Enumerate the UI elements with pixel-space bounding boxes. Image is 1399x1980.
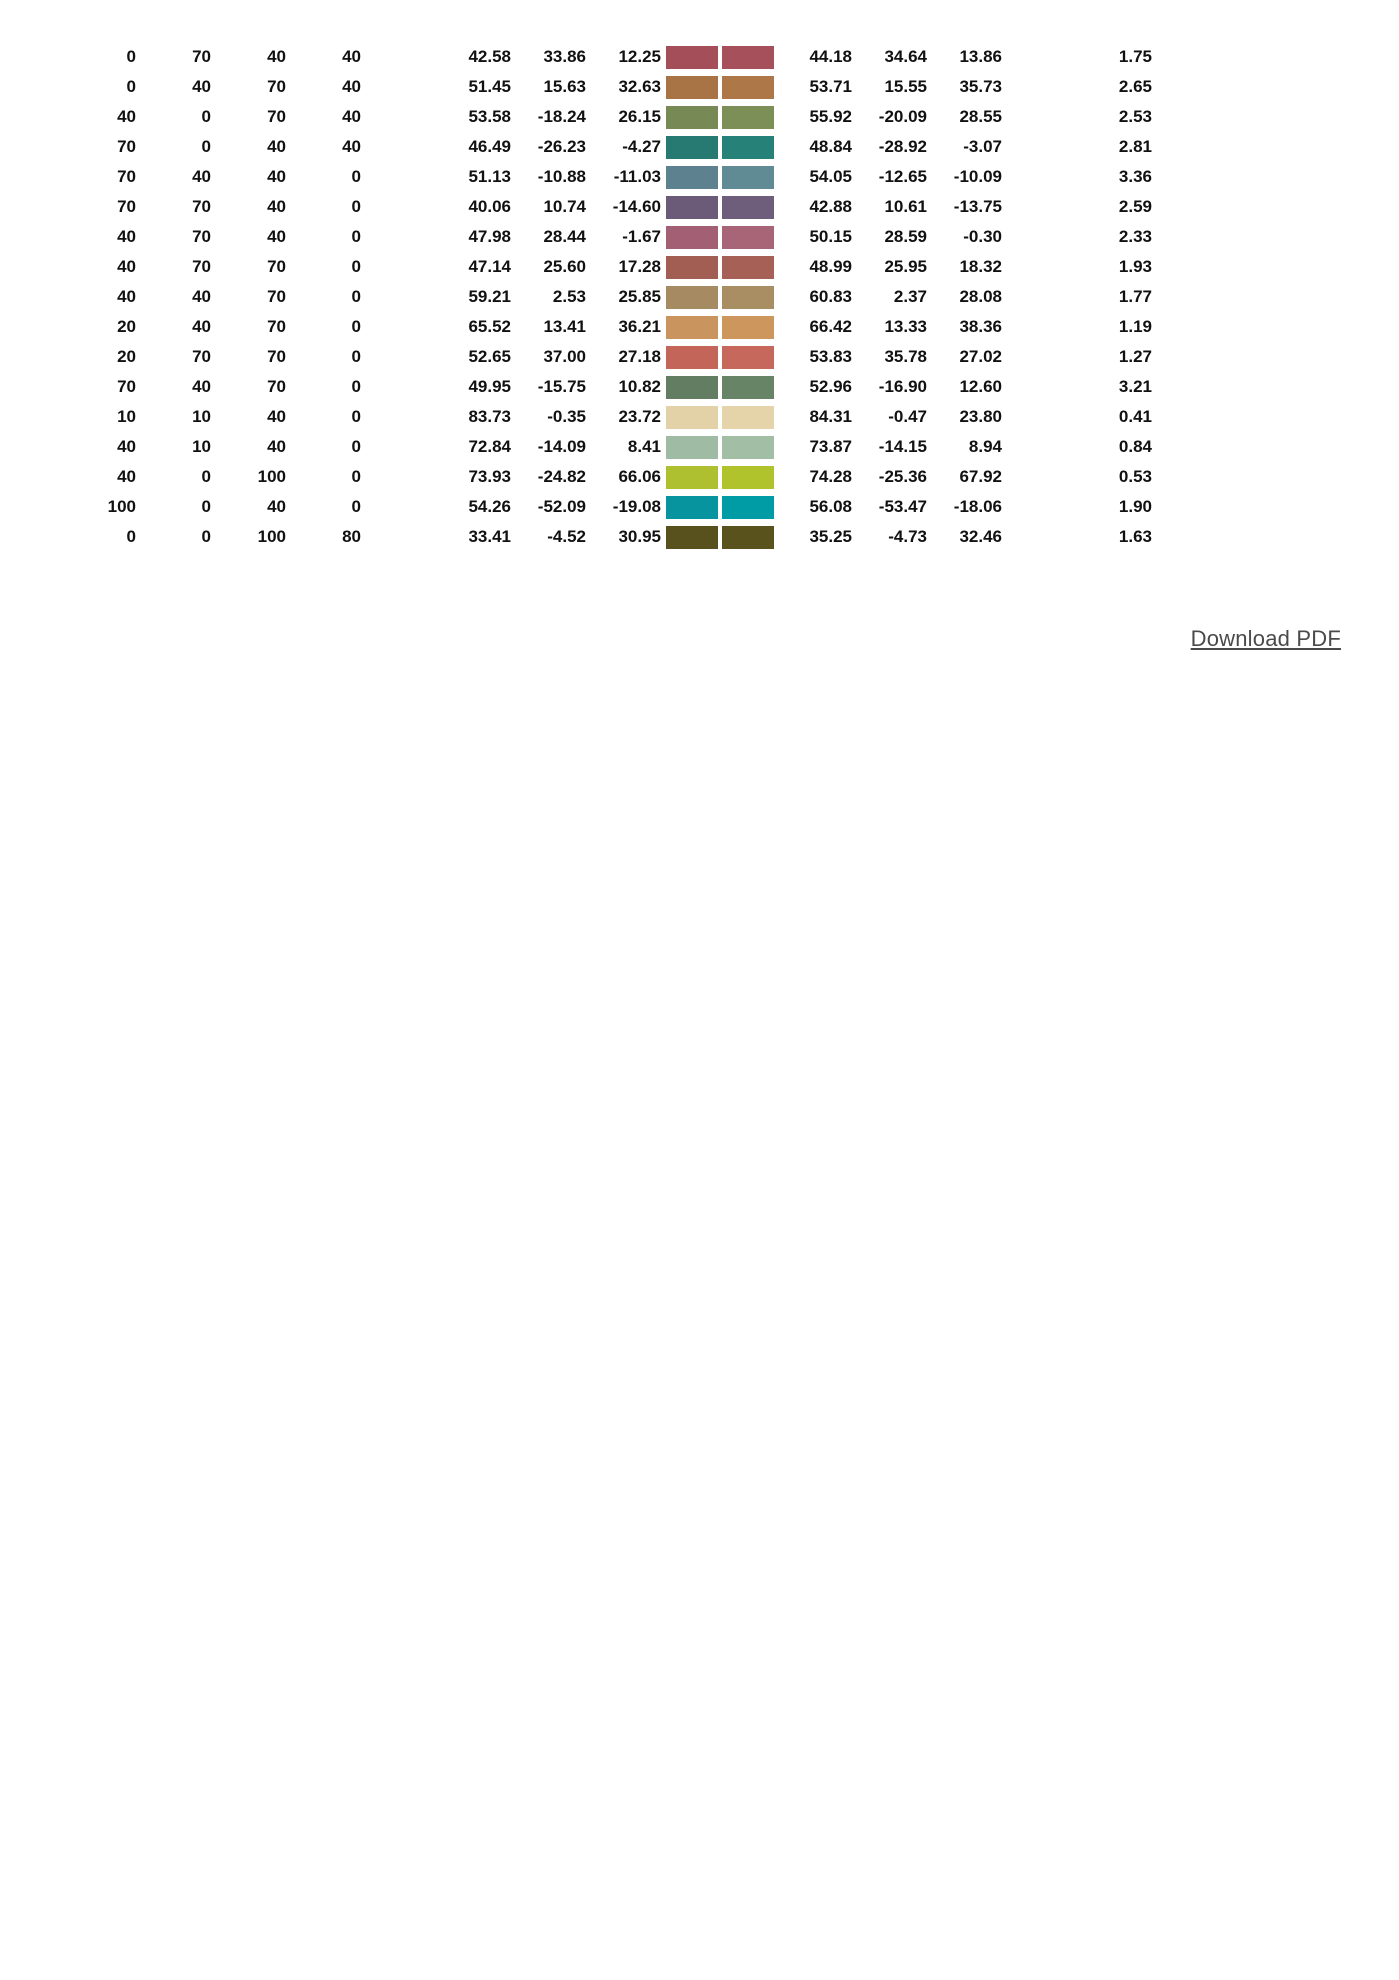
measured-swatch-cell [718, 42, 774, 72]
reference-a-value: 33.86 [543, 47, 586, 66]
black-value: 40 [342, 47, 361, 66]
table-row [92, 342, 1152, 372]
reference-b-value: 32.63 [618, 77, 661, 96]
reference-swatch-cell [661, 342, 718, 372]
measured-color-swatch [722, 136, 774, 159]
reference-swatch-cell [661, 42, 718, 72]
measured-color-swatch [722, 376, 774, 399]
reference-swatch-cell [661, 492, 718, 522]
table-row [92, 462, 1152, 492]
reference-swatch-cell [661, 192, 718, 222]
yellow-value: 40 [267, 47, 286, 66]
black-value: 0 [351, 347, 361, 366]
reference-color-swatch [666, 406, 718, 429]
measured-l-value: 48.84 [809, 137, 852, 156]
reference-b-value: 12.25 [618, 47, 661, 66]
delta-e-value: 2.53 [1118, 107, 1152, 126]
measured-swatch-cell [718, 162, 774, 192]
reference-l-value: 42.58 [468, 47, 511, 66]
measured-a-value: 10.61 [884, 197, 927, 216]
magenta-value: 0 [201, 497, 211, 516]
measured-l-value: 52.96 [809, 377, 852, 396]
black-value: 40 [342, 107, 361, 126]
delta-e-value: 0.41 [1118, 407, 1152, 426]
download-pdf-link[interactable]: Download PDF [1190, 626, 1341, 651]
cyan-value: 40 [117, 437, 136, 456]
measured-l-value: 55.92 [809, 107, 852, 126]
delta-e-value: 3.21 [1118, 377, 1152, 396]
reference-color-swatch [666, 76, 718, 99]
black-value: 40 [342, 137, 361, 156]
cyan-value: 0 [126, 527, 136, 546]
measured-b-value: -13.75 [953, 197, 1002, 216]
delta-e-value: 1.75 [1118, 47, 1152, 66]
black-value: 0 [351, 497, 361, 516]
measured-l-value: 60.83 [809, 287, 852, 306]
measured-b-value: 13.86 [959, 47, 1002, 66]
measured-color-swatch [722, 76, 774, 99]
reference-swatch-cell [661, 372, 718, 402]
yellow-value: 70 [267, 257, 286, 276]
yellow-value: 40 [267, 407, 286, 426]
measured-b-value: 28.55 [959, 107, 1002, 126]
yellow-value: 40 [267, 137, 286, 156]
reference-a-value: 13.41 [543, 317, 586, 336]
reference-a-value: -24.82 [537, 467, 586, 486]
yellow-value: 70 [267, 77, 286, 96]
reference-color-swatch [666, 496, 718, 519]
magenta-value: 70 [192, 227, 211, 246]
cyan-value: 0 [126, 77, 136, 96]
measured-a-value: -20.09 [878, 107, 927, 126]
measured-a-value: 34.64 [884, 47, 927, 66]
measured-b-value: 23.80 [959, 407, 1002, 426]
measured-a-value: -28.92 [878, 137, 927, 156]
measured-a-value: -16.90 [878, 377, 927, 396]
magenta-value: 70 [192, 257, 211, 276]
reference-color-swatch [666, 46, 718, 69]
cyan-value: 0 [126, 47, 136, 66]
cyan-value: 100 [107, 497, 136, 516]
black-value: 0 [351, 377, 361, 396]
reference-a-value: -18.24 [537, 107, 586, 126]
reference-l-value: 33.41 [468, 527, 511, 546]
reference-color-swatch [666, 166, 718, 189]
reference-b-value: -19.08 [612, 497, 661, 516]
magenta-value: 40 [192, 317, 211, 336]
measured-color-swatch [722, 436, 774, 459]
measured-color-swatch [722, 406, 774, 429]
reference-l-value: 54.26 [468, 497, 511, 516]
cyan-value: 40 [117, 107, 136, 126]
measured-color-swatch [722, 316, 774, 339]
delta-e-value: 1.93 [1118, 257, 1152, 276]
table-row [92, 402, 1152, 432]
measured-l-value: 74.28 [809, 467, 852, 486]
reference-color-swatch [666, 286, 718, 309]
cyan-value: 40 [117, 257, 136, 276]
reference-swatch-cell [661, 132, 718, 162]
measured-b-value: 12.60 [959, 377, 1002, 396]
delta-e-value: 1.77 [1118, 287, 1152, 306]
delta-e-value: 2.33 [1118, 227, 1152, 246]
measured-l-value: 53.71 [809, 77, 852, 96]
reference-b-value: 26.15 [618, 107, 661, 126]
reference-color-swatch [666, 526, 718, 549]
reference-a-value: 25.60 [543, 257, 586, 276]
magenta-value: 0 [201, 107, 211, 126]
reference-b-value: 23.72 [618, 407, 661, 426]
reference-b-value: 8.41 [627, 437, 661, 456]
reference-a-value: 28.44 [543, 227, 586, 246]
reference-b-value: 36.21 [618, 317, 661, 336]
measured-swatch-cell [718, 462, 774, 492]
reference-b-value: 27.18 [618, 347, 661, 366]
reference-l-value: 51.13 [468, 167, 511, 186]
measured-swatch-cell [718, 252, 774, 282]
reference-l-value: 52.65 [468, 347, 511, 366]
reference-l-value: 73.93 [468, 467, 511, 486]
delta-e-value: 2.81 [1118, 137, 1152, 156]
measured-b-value: 27.02 [959, 347, 1002, 366]
table-row [92, 102, 1152, 132]
black-value: 0 [351, 257, 361, 276]
measured-a-value: -0.47 [888, 407, 927, 426]
measured-l-value: 54.05 [809, 167, 852, 186]
table-row [92, 72, 1152, 102]
table-row [92, 312, 1152, 342]
measured-b-value: -0.30 [963, 227, 1002, 246]
table-row [92, 162, 1152, 192]
measured-l-value: 35.25 [809, 527, 852, 546]
measured-color-swatch [722, 346, 774, 369]
reference-a-value: -15.75 [537, 377, 586, 396]
reference-swatch-cell [661, 72, 718, 102]
delta-e-value: 2.65 [1118, 77, 1152, 96]
measured-color-swatch [722, 106, 774, 129]
reference-a-value: -26.23 [537, 137, 586, 156]
delta-e-value: 2.59 [1118, 197, 1152, 216]
measured-color-swatch [722, 196, 774, 219]
reference-a-value: -52.09 [537, 497, 586, 516]
reference-color-swatch [666, 256, 718, 279]
reference-swatch-cell [661, 312, 718, 342]
delta-e-value: 3.36 [1118, 167, 1152, 186]
delta-e-value: 1.27 [1118, 347, 1152, 366]
cyan-value: 40 [117, 467, 136, 486]
reference-l-value: 49.95 [468, 377, 511, 396]
black-value: 0 [351, 317, 361, 336]
black-value: 0 [351, 467, 361, 486]
measured-swatch-cell [718, 132, 774, 162]
reference-swatch-cell [661, 282, 718, 312]
table-row [92, 192, 1152, 222]
measured-b-value: 35.73 [959, 77, 1002, 96]
reference-color-swatch [666, 196, 718, 219]
reference-b-value: 25.85 [618, 287, 661, 306]
measured-b-value: -18.06 [953, 497, 1002, 516]
magenta-value: 40 [192, 167, 211, 186]
measured-b-value: 18.32 [959, 257, 1002, 276]
measured-a-value: -12.65 [878, 167, 927, 186]
measured-swatch-cell [718, 402, 774, 432]
reference-a-value: 15.63 [543, 77, 586, 96]
delta-e-value: 1.90 [1118, 497, 1152, 516]
measured-l-value: 66.42 [809, 317, 852, 336]
black-value: 0 [351, 437, 361, 456]
table-row [92, 42, 1152, 72]
reference-l-value: 83.73 [468, 407, 511, 426]
measured-l-value: 44.18 [809, 47, 852, 66]
yellow-value: 70 [267, 377, 286, 396]
measured-color-swatch [722, 496, 774, 519]
measured-swatch-cell [718, 282, 774, 312]
measured-a-value: -25.36 [878, 467, 927, 486]
measured-b-value: 38.36 [959, 317, 1002, 336]
measured-color-swatch [722, 226, 774, 249]
yellow-value: 40 [267, 437, 286, 456]
reference-a-value: 2.53 [552, 287, 586, 306]
reference-b-value: 17.28 [618, 257, 661, 276]
measured-b-value: -3.07 [963, 137, 1002, 156]
reference-swatch-cell [661, 522, 718, 552]
black-value: 0 [351, 227, 361, 246]
cyan-value: 70 [117, 137, 136, 156]
black-value: 0 [351, 167, 361, 186]
table-body [92, 42, 1152, 552]
reference-a-value: -10.88 [537, 167, 586, 186]
reference-swatch-cell [661, 402, 718, 432]
cyan-value: 70 [117, 167, 136, 186]
reference-swatch-cell [661, 222, 718, 252]
magenta-value: 0 [201, 467, 211, 486]
magenta-value: 40 [192, 287, 211, 306]
reference-l-value: 47.98 [468, 227, 511, 246]
measured-l-value: 48.99 [809, 257, 852, 276]
color-measurement-table [92, 42, 1152, 552]
reference-color-swatch [666, 346, 718, 369]
magenta-value: 70 [192, 347, 211, 366]
yellow-value: 100 [257, 467, 286, 486]
delta-e-value: 0.84 [1118, 437, 1152, 456]
reference-b-value: -14.60 [612, 197, 661, 216]
measured-a-value: 35.78 [884, 347, 927, 366]
table-row [92, 432, 1152, 462]
measured-l-value: 73.87 [809, 437, 852, 456]
measured-l-value: 42.88 [809, 197, 852, 216]
cyan-value: 20 [117, 317, 136, 336]
measured-color-swatch [722, 166, 774, 189]
yellow-value: 70 [267, 347, 286, 366]
magenta-value: 40 [192, 77, 211, 96]
magenta-value: 10 [192, 437, 211, 456]
table-row [92, 492, 1152, 522]
reference-l-value: 65.52 [468, 317, 511, 336]
measured-l-value: 56.08 [809, 497, 852, 516]
measured-swatch-cell [718, 102, 774, 132]
measured-a-value: -4.73 [888, 527, 927, 546]
measured-b-value: 28.08 [959, 287, 1002, 306]
reference-swatch-cell [661, 252, 718, 282]
measured-swatch-cell [718, 522, 774, 552]
yellow-value: 40 [267, 167, 286, 186]
reference-a-value: -14.09 [537, 437, 586, 456]
yellow-value: 70 [267, 287, 286, 306]
table-row [92, 222, 1152, 252]
delta-e-value: 1.19 [1118, 317, 1152, 336]
reference-swatch-cell [661, 162, 718, 192]
reference-color-swatch [666, 316, 718, 339]
measured-color-swatch [722, 466, 774, 489]
reference-swatch-cell [661, 432, 718, 462]
measured-swatch-cell [718, 312, 774, 342]
table-row [92, 282, 1152, 312]
measured-a-value: -53.47 [878, 497, 927, 516]
reference-a-value: 10.74 [543, 197, 586, 216]
black-value: 0 [351, 287, 361, 306]
cyan-value: 10 [117, 407, 136, 426]
magenta-value: 0 [201, 137, 211, 156]
measured-b-value: -10.09 [953, 167, 1002, 186]
reference-l-value: 53.58 [468, 107, 511, 126]
black-value: 0 [351, 197, 361, 216]
yellow-value: 40 [267, 497, 286, 516]
yellow-value: 70 [267, 107, 286, 126]
measured-b-value: 32.46 [959, 527, 1002, 546]
magenta-value: 70 [192, 197, 211, 216]
measured-color-swatch [722, 256, 774, 279]
reference-color-swatch [666, 136, 718, 159]
measured-a-value: 28.59 [884, 227, 927, 246]
reference-l-value: 46.49 [468, 137, 511, 156]
measured-a-value: -14.15 [878, 437, 927, 456]
reference-l-value: 51.45 [468, 77, 511, 96]
reference-b-value: -11.03 [613, 167, 661, 186]
black-value: 80 [342, 527, 361, 546]
reference-a-value: -4.52 [547, 527, 586, 546]
reference-color-swatch [666, 466, 718, 489]
cyan-value: 40 [117, 287, 136, 306]
measured-swatch-cell [718, 222, 774, 252]
cyan-value: 70 [117, 377, 136, 396]
yellow-value: 100 [257, 527, 286, 546]
table-row [92, 132, 1152, 162]
measured-swatch-cell [718, 372, 774, 402]
measured-color-swatch [722, 526, 774, 549]
cyan-value: 20 [117, 347, 136, 366]
magenta-value: 10 [192, 407, 211, 426]
measured-l-value: 50.15 [809, 227, 852, 246]
yellow-value: 40 [267, 227, 286, 246]
table-row [92, 372, 1152, 402]
cyan-value: 40 [117, 227, 136, 246]
reference-l-value: 40.06 [468, 197, 511, 216]
measured-a-value: 13.33 [884, 317, 927, 336]
measured-swatch-cell [718, 342, 774, 372]
measured-l-value: 84.31 [809, 407, 852, 426]
delta-e-value: 1.63 [1118, 527, 1152, 546]
table-row [92, 522, 1152, 552]
reference-a-value: 37.00 [543, 347, 586, 366]
reference-b-value: -4.27 [622, 137, 661, 156]
measured-l-value: 53.83 [809, 347, 852, 366]
measured-a-value: 2.37 [893, 287, 927, 306]
measured-b-value: 67.92 [959, 467, 1002, 486]
reference-swatch-cell [661, 102, 718, 132]
measured-color-swatch [722, 46, 774, 69]
black-value: 0 [351, 407, 361, 426]
delta-e-value: 0.53 [1118, 467, 1152, 486]
table-row [92, 252, 1152, 282]
measured-color-swatch [722, 286, 774, 309]
reference-color-swatch [666, 106, 718, 129]
black-value: 40 [342, 77, 361, 96]
magenta-value: 40 [192, 377, 211, 396]
measured-swatch-cell [718, 432, 774, 462]
reference-color-swatch [666, 436, 718, 459]
reference-color-swatch [666, 376, 718, 399]
reference-l-value: 47.14 [468, 257, 511, 276]
measured-b-value: 8.94 [968, 437, 1002, 456]
reference-color-swatch [666, 226, 718, 249]
yellow-value: 40 [267, 197, 286, 216]
reference-b-value: 30.95 [618, 527, 661, 546]
measured-swatch-cell [718, 72, 774, 102]
reference-l-value: 59.21 [468, 287, 511, 306]
measured-swatch-cell [718, 492, 774, 522]
reference-b-value: 10.82 [618, 377, 661, 396]
magenta-value: 0 [201, 527, 211, 546]
reference-l-value: 72.84 [468, 437, 511, 456]
measured-swatch-cell [718, 192, 774, 222]
reference-swatch-cell [661, 462, 718, 492]
yellow-value: 70 [267, 317, 286, 336]
measured-a-value: 15.55 [884, 77, 927, 96]
magenta-value: 70 [192, 47, 211, 66]
reference-b-value: -1.67 [622, 227, 661, 246]
reference-b-value: 66.06 [618, 467, 661, 486]
cyan-value: 70 [117, 197, 136, 216]
reference-a-value: -0.35 [547, 407, 586, 426]
measured-a-value: 25.95 [884, 257, 927, 276]
